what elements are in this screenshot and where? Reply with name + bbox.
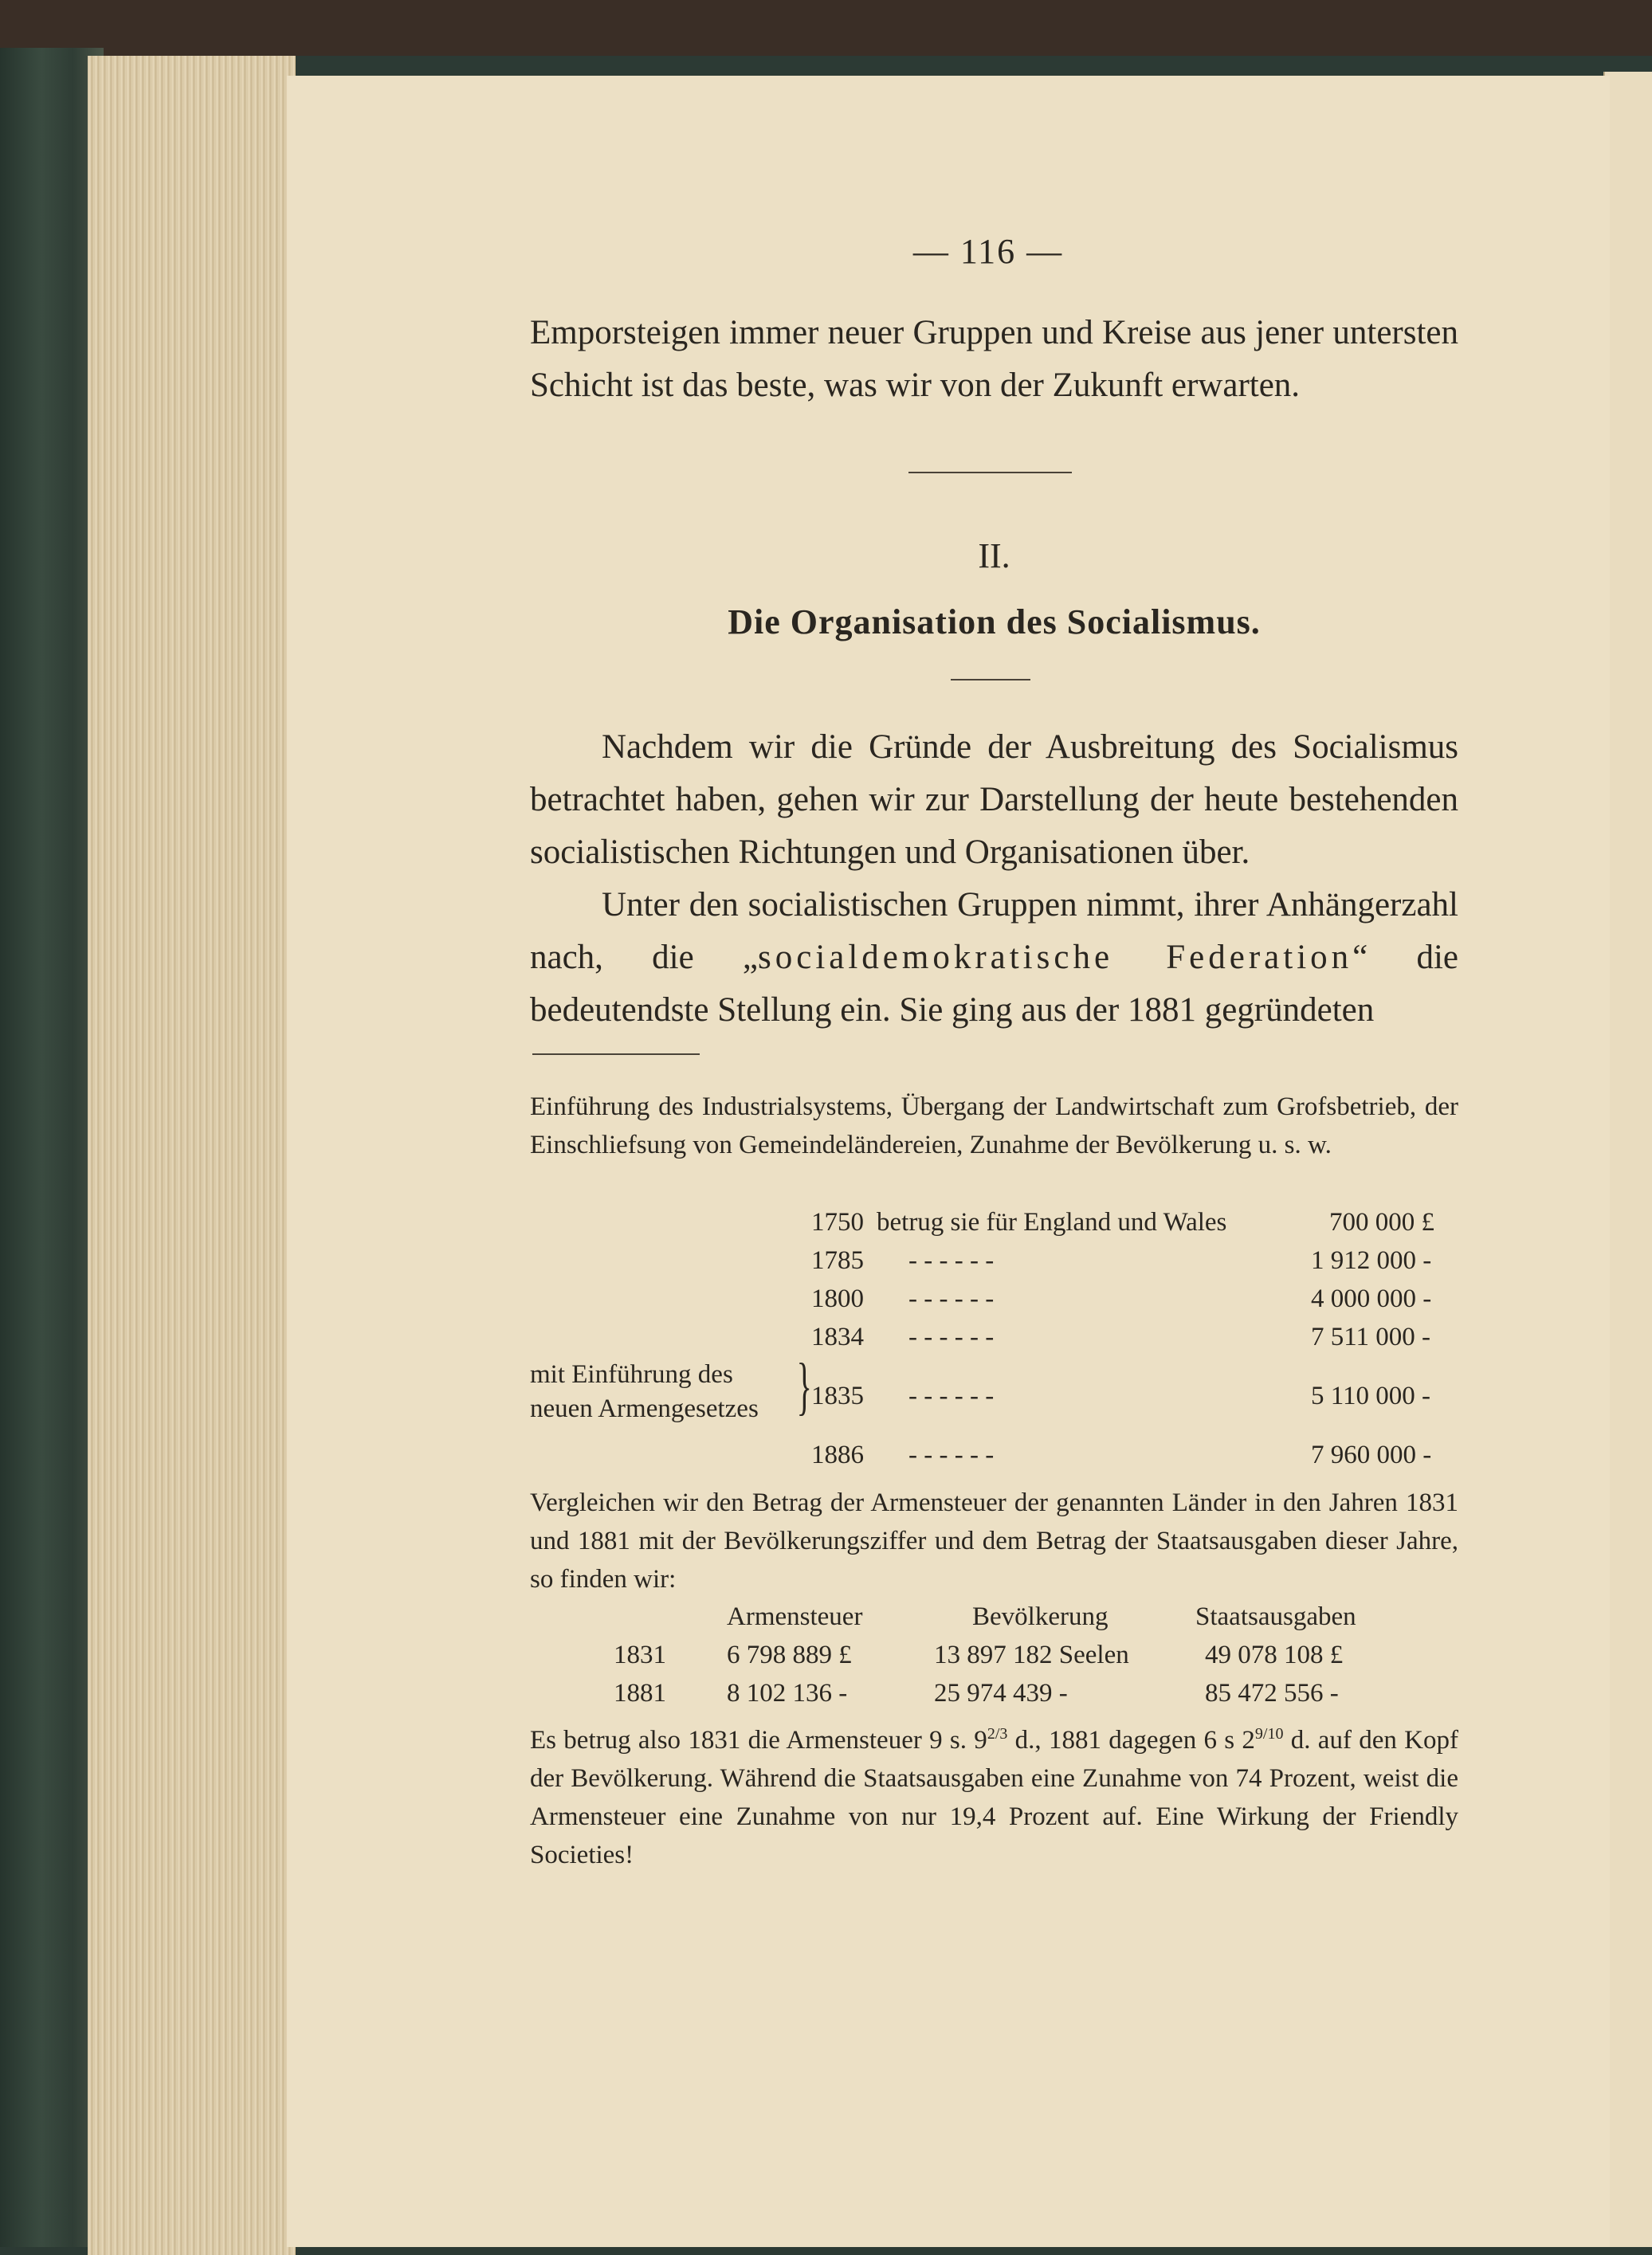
row-ditto: - - - - - - [908,1246,995,1275]
row-year: 1835 [811,1382,864,1410]
paragraph-2-start: Unter den socialistischen Gruppen nimmt, ihrer Anhängerzahl nach, die „ [530,886,1458,976]
paragraph-2 [530,879,1458,1037]
row-label: betrug sie für England und Wales [877,1208,1227,1237]
row-value: 7 511 000 - [1311,1323,1431,1351]
brace-symbol: } [796,1351,812,1422]
table-row [0,1241,1652,1280]
fraction-1: 2/3 [987,1725,1008,1743]
closing-text-3: d. auf den Kopf der Bevölkerung. Während die Staatsausgaben eine Zunahme von 74 Prozent, weist die Armensteuer eine Zunahme von nur 19,4 Prozent auf. Eine Wirkung der Friendly Societies! [530,1726,1458,1869]
table-row [0,1377,1652,1415]
paragraph-2-end: “ die bedeutendste Stellung ein. Sie ging aus der 1881 gegründeten [530,939,1459,1029]
cell-staatsausgaben: 85 472 556 - [1205,1679,1339,1708]
row-ditto: - - - - - - [908,1323,995,1351]
cell-bevoelkerung: 25 974 439 - [934,1679,1068,1708]
section-divider-bottom [951,679,1030,680]
closing-paragraph [530,1715,1458,1874]
table-row [0,1636,1652,1674]
footnote-intro: Einführung des Industrialsystems, Übergang der Landwirtschaft zum Grofsbetrieb, der Einschliefsung von Gemeindeländereien, Zunahme der Bevölkerung u. s. w. [530,1092,1458,1159]
intro-paragraph: Emporsteigen immer neuer Gruppen und Kreise aus jener untersten Schicht ist das beste, was wir von der Zukunft erwarten. [530,314,1458,404]
federation-name: socialdemokratische Federation [758,939,1353,976]
poor-law-note-line2: neuen Armengesetzes [530,1394,759,1423]
section-number-text: II. [978,536,1010,575]
cell-armensteuer: 8 102 136 - [727,1679,848,1708]
section-divider-top [908,472,1072,473]
row-year: 1881 [614,1679,666,1708]
table-row [0,1318,1652,1356]
row-ditto: - - - - - - [908,1441,995,1469]
footnote-divider [532,1053,700,1055]
fraction-2: 9/10 [1254,1725,1284,1743]
row-year: 1800 [811,1284,864,1313]
row-value: 5 110 000 - [1311,1382,1431,1410]
table-row [0,1203,1652,1241]
table-header-row [0,1598,1652,1636]
column-header: Staatsausgaben [1195,1602,1356,1631]
section-heading [530,602,1458,642]
column-header: Armensteuer [727,1602,863,1631]
row-year: 1831 [614,1641,666,1669]
column-header: Bevölkerung [972,1602,1109,1631]
closing-text-1: Es betrug also 1831 die Armensteuer 9 s. 9 [530,1726,987,1755]
closing-text-2: d., 1881 dagegen 6 s 2 [1007,1726,1255,1755]
paragraph-1: Nachdem wir die Gründe der Ausbreitung des Socialismus betrachtet haben, gehen wir zur Darstellung der heute bestehenden socialistischen Richtungen und Organisationen über. [530,728,1458,871]
page-edges [88,56,296,2255]
poor-law-note-line1: mit Einführung des [530,1360,733,1389]
cell-armensteuer: 6 798 889 £ [727,1641,852,1669]
row-value: 1 912 000 - [1311,1246,1432,1275]
section-title: Die Organisation des Socialismus. [728,602,1261,641]
row-ditto: - - - - - - [908,1284,995,1313]
cell-bevoelkerung: 13 897 182 Seelen [934,1641,1129,1669]
section-number [530,535,1458,576]
cell-staatsausgaben: 49 078 108 £ [1205,1641,1344,1669]
row-value: 700 000 £ [1329,1208,1434,1237]
table-row [0,1674,1652,1712]
row-ditto: - - - - - - [908,1382,995,1410]
row-value: 4 000 000 - [1311,1284,1432,1313]
table-row [0,1436,1652,1474]
row-year: 1886 [811,1441,864,1469]
row-year: 1750 [811,1208,864,1237]
compare-paragraph: Vergleichen wir den Betrag der Armensteuer der genannten Länder in den Jahren 1831 und 1881 mit der Bevölkerungsziffer und dem Betrag der Staatsausgaben dieser Jahre, so finden wir: [530,1488,1458,1594]
row-year: 1834 [811,1323,864,1351]
row-year: 1785 [811,1246,864,1275]
page-number: — 116 — [912,232,1064,271]
book-top-edge [0,0,1652,56]
row-value: 7 960 000 - [1311,1441,1432,1469]
facing-page-edge [1603,72,1652,2247]
table-row [0,1280,1652,1318]
